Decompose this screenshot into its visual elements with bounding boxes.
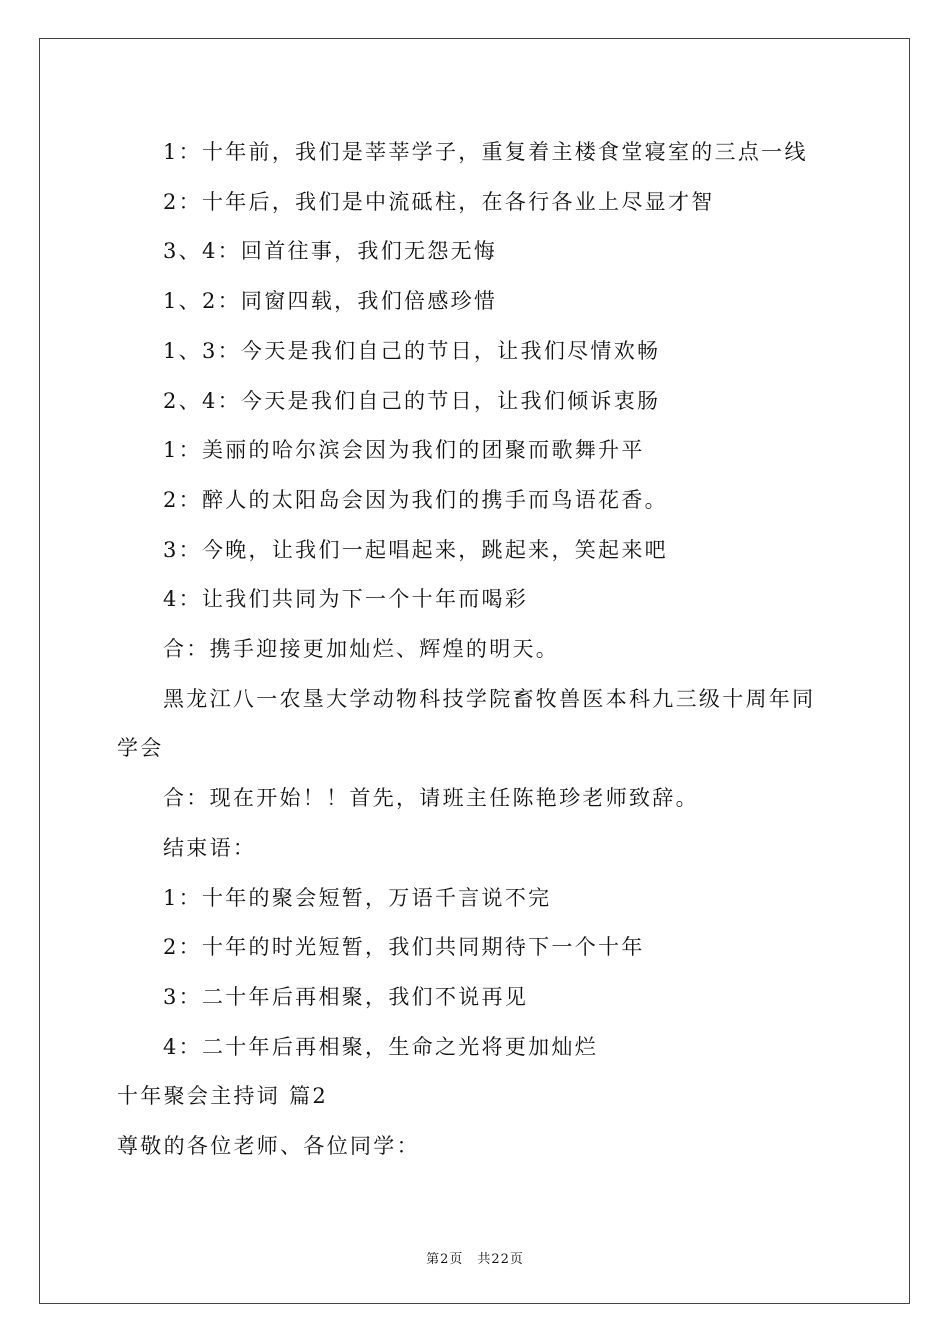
- salutation: 尊敬的各位老师、各位同学：: [117, 1134, 420, 1159]
- page-number: 第2页 共22页: [426, 1252, 524, 1267]
- paragraph: 合：携手迎接更加灿烂、辉煌的明天。: [163, 637, 560, 662]
- paragraph: 1、2：同窗四载，我们倍感珍惜: [163, 289, 498, 314]
- paragraph: 4：二十年后再相聚，生命之光将更加灿烂: [163, 1034, 599, 1059]
- paragraph: 2：十年后，我们是中流砥柱，在各行各业上尽显才智: [163, 189, 715, 214]
- document-body: [117, 128, 837, 1172]
- paragraph: 2：十年的时光短暂，我们共同期待下一个十年: [163, 935, 645, 960]
- paragraph: 结束语：: [163, 835, 257, 860]
- paragraph: 黑龙江八一农垦大学动物科技学院畜牧兽医本科九三级十周年同学会: [117, 686, 816, 761]
- paragraph: 1、3：今天是我们自己的节日，让我们尽情欢畅: [163, 338, 661, 363]
- paragraph: 1：美丽的哈尔滨会因为我们的团聚而歌舞升平: [163, 438, 645, 463]
- paragraph: 4：让我们共同为下一个十年而喝彩: [163, 587, 529, 612]
- paragraph: 合：现在开始！！首先，请班主任陈艳珍老师致辞。: [163, 786, 699, 811]
- section-heading: 十年聚会主持词 篇2: [117, 1084, 329, 1109]
- paragraph: 1：十年的聚会短暂，万语千言说不完: [163, 885, 552, 910]
- paragraph: 2、4：今天是我们自己的节日，让我们倾诉衷肠: [163, 388, 661, 413]
- paragraph: 2：醉人的太阳岛会因为我们的携手而鸟语花香。: [163, 487, 668, 512]
- paragraph: 3：今晚，让我们一起唱起来，跳起来，笑起来吧: [163, 537, 668, 562]
- paragraph: 3、4：回首往事，我们无怨无悔: [163, 239, 498, 264]
- paragraph: 3：二十年后再相聚，我们不说再见: [163, 984, 529, 1009]
- paragraph: 1：十年前，我们是莘莘学子，重复着主楼食堂寝室的三点一线: [163, 140, 808, 164]
